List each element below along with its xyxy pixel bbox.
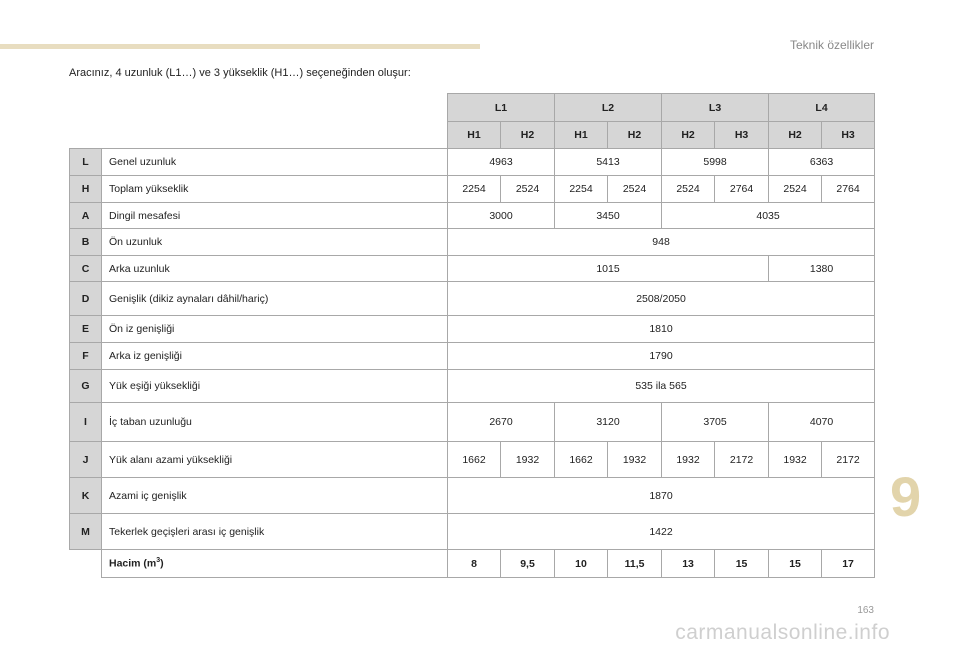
dimension-code: L: [70, 149, 102, 176]
dimension-label: Azami iç genişlik: [102, 478, 448, 514]
dimension-value: 2524: [769, 176, 822, 203]
dimension-code: D: [70, 282, 102, 316]
dimension-value: 1380: [769, 256, 875, 282]
dimension-code: F: [70, 343, 102, 370]
volume-value: 9,5: [501, 550, 555, 578]
table-row: [70, 149, 875, 176]
intro-text: Aracınız, 4 uzunluk (L1…) ve 3 yükseklik (H1…) seçeneğinden oluşur:: [69, 67, 411, 79]
volume-label: [102, 550, 448, 578]
dimension-value: 1662: [555, 442, 608, 478]
chapter-number: 9: [890, 465, 922, 528]
table-row: [70, 442, 875, 478]
dimension-value: 2524: [501, 176, 555, 203]
length-header-cell: L2: [555, 94, 662, 122]
dimension-value: 2670: [448, 403, 555, 442]
volume-value: 15: [715, 550, 769, 578]
dimension-code: C: [70, 256, 102, 282]
dimension-value: 1790: [448, 343, 875, 370]
dimension-label: Arka uzunluk: [102, 256, 448, 282]
height-header-cell: H3: [822, 122, 875, 149]
dimension-value: 3000: [448, 203, 555, 229]
dimension-code: J: [70, 442, 102, 478]
section-title: Teknik özellikler: [789, 38, 874, 52]
dimension-value: 4035: [662, 203, 875, 229]
table-row: [70, 203, 875, 229]
dimension-value: 4070: [769, 403, 875, 442]
table-row: [70, 514, 875, 550]
table-row: [70, 403, 875, 442]
table-body: [70, 149, 875, 578]
volume-label-close: ): [160, 557, 164, 570]
dimension-value: 5998: [662, 149, 769, 176]
height-header-cell: H2: [662, 122, 715, 149]
dimension-value: 2254: [448, 176, 501, 203]
dimension-value: 5413: [555, 149, 662, 176]
height-header-cell: H2: [608, 122, 662, 149]
dimension-value: 3120: [555, 403, 662, 442]
dimension-value: 6363: [769, 149, 875, 176]
height-header-cell: H2: [501, 122, 555, 149]
dimension-value: 2524: [608, 176, 662, 203]
page-number: 163: [857, 605, 874, 616]
dimension-value: 1810: [448, 316, 875, 343]
dimension-value: 4963: [448, 149, 555, 176]
dimension-value: 1932: [769, 442, 822, 478]
dimension-label: Yük alanı azami yüksekliği: [102, 442, 448, 478]
dimension-value: 1932: [662, 442, 715, 478]
dimension-code: G: [70, 370, 102, 403]
watermark-text: carmanualsonline.info: [675, 621, 890, 644]
length-header-cell: L1: [448, 94, 555, 122]
dimension-value: 1422: [448, 514, 875, 550]
dimension-code: K: [70, 478, 102, 514]
dimension-label: Genel uzunluk: [102, 149, 448, 176]
dimension-label: Tekerlek geçişleri arası iç genişlik: [102, 514, 448, 550]
table-row: [70, 370, 875, 403]
dimension-code: H: [70, 176, 102, 203]
length-header-cell: L3: [662, 94, 769, 122]
dimension-value: 1932: [608, 442, 662, 478]
volume-unit-superscript: 3: [156, 557, 161, 565]
length-header-row: [70, 94, 875, 122]
dimension-value: 535 ila 565: [448, 370, 875, 403]
dimension-value: 2172: [715, 442, 769, 478]
dimension-value: 948: [448, 229, 875, 256]
dimension-code: E: [70, 316, 102, 343]
dimension-value: 1662: [448, 442, 501, 478]
dimension-label: Ön iz genişliği: [102, 316, 448, 343]
volume-row: [70, 550, 875, 578]
height-header-cell: H1: [448, 122, 501, 149]
volume-value: 13: [662, 550, 715, 578]
dimension-label: Dingil mesafesi: [102, 203, 448, 229]
table-row: [70, 478, 875, 514]
volume-value: 11,5: [608, 550, 662, 578]
volume-value: 17: [822, 550, 875, 578]
dimension-label: Yük eşiği yüksekliği: [102, 370, 448, 403]
dimension-value: 2254: [555, 176, 608, 203]
table-row: [70, 343, 875, 370]
table-row: [70, 316, 875, 343]
volume-label-text: Hacim (m: [109, 557, 157, 570]
header-accent-bar: [0, 44, 480, 49]
dimension-value: 2524: [662, 176, 715, 203]
dimension-label: Toplam yükseklik: [102, 176, 448, 203]
dimension-value: 2764: [822, 176, 875, 203]
length-header-cell: L4: [769, 94, 875, 122]
volume-value: 8: [448, 550, 501, 578]
dimension-label: Ön uzunluk: [102, 229, 448, 256]
dimension-code: B: [70, 229, 102, 256]
dimension-value: 1932: [501, 442, 555, 478]
dimension-label: Genişlik (dikiz aynaları dâhil/hariç): [102, 282, 448, 316]
table-row: [70, 282, 875, 316]
height-header-row: [70, 122, 875, 149]
height-header-cell: H3: [715, 122, 769, 149]
dimension-value: 1015: [448, 256, 769, 282]
table-row: [70, 229, 875, 256]
dimension-value: 3450: [555, 203, 662, 229]
dimension-code: I: [70, 403, 102, 442]
dimension-value: 1870: [448, 478, 875, 514]
dimension-value: 3705: [662, 403, 769, 442]
volume-value: 10: [555, 550, 608, 578]
dimension-label: Arka iz genişliği: [102, 343, 448, 370]
dimension-label: İç taban uzunluğu: [102, 403, 448, 442]
table-row: [70, 176, 875, 203]
dimension-value: 2508/2050: [448, 282, 875, 316]
dimension-code: A: [70, 203, 102, 229]
dimension-value: 2764: [715, 176, 769, 203]
dimensions-table: [69, 93, 875, 578]
dimension-code: M: [70, 514, 102, 550]
volume-value: 15: [769, 550, 822, 578]
table-row: [70, 256, 875, 282]
height-header-cell: H1: [555, 122, 608, 149]
height-header-cell: H2: [769, 122, 822, 149]
dimension-value: 2172: [822, 442, 875, 478]
